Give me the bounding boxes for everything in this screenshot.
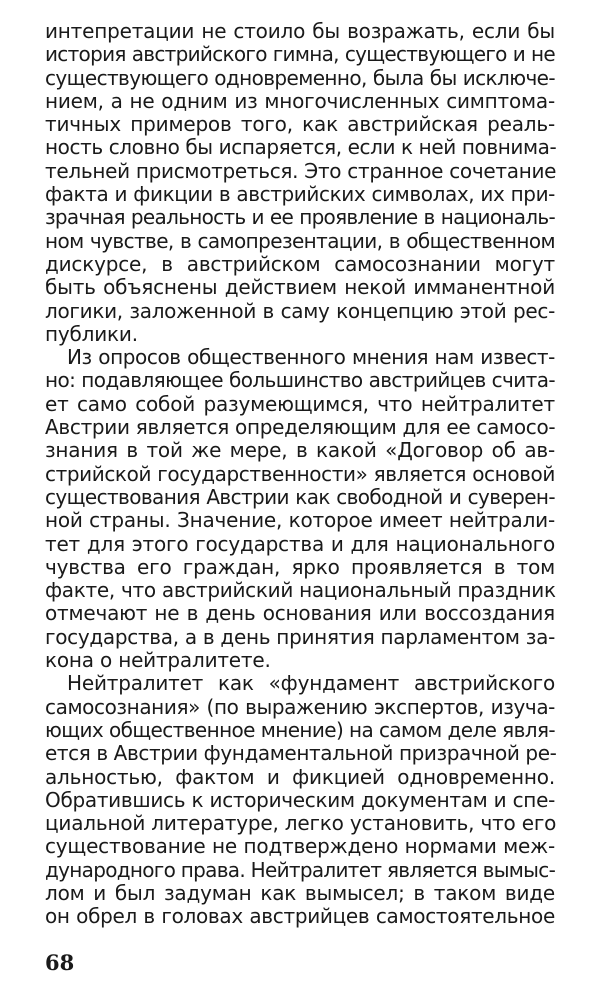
text-line: существующего одновременно, была бы исключе- <box>45 65 555 90</box>
text-line: факта и фикции в австрийских символах, их при- <box>45 182 555 207</box>
text-line: тичных примеров того, как австрийская реаль- <box>45 112 555 137</box>
text-line: Нейтралитет как «фундамент австрийского <box>67 671 555 696</box>
text-line: ность словно бы испаряется, если к ней повнима- <box>45 135 557 160</box>
text-line: дискурсе, в австрийском самосознании могут <box>45 251 555 276</box>
text-line: Обратившись к историческим документам и спе- <box>45 787 555 812</box>
text-line: быть объяснены действием некой имманентной <box>45 275 555 300</box>
text-line: чувства его граждан, ярко проявляется в том <box>45 554 555 579</box>
paragraph <box>45 672 555 928</box>
text-line: ной страны. Значение, которое имеет нейтрали- <box>45 508 555 533</box>
paragraph <box>45 20 555 346</box>
text-line: он обрел в головах австрийцев самостоятельное <box>45 904 555 929</box>
text-line: логики, заложенной в саму концепцию этой рес- <box>45 298 555 323</box>
text-line: ет само собой разумеющимся, что нейтралитет <box>45 391 555 416</box>
text-line: самосознания» (по выражению экспертов, изуча- <box>45 694 555 719</box>
text-line: кона о нейтралитете. <box>45 648 271 673</box>
text-line: тет для этого государства и для национального <box>45 531 555 556</box>
text-line: Австрии является определяющим для ее самосо- <box>45 415 556 440</box>
text-line: факте, что австрийский национальный праздник <box>45 578 556 603</box>
text-line: существования Австрии как свободной и суверен- <box>45 484 555 509</box>
text-line: публики. <box>45 321 138 346</box>
body-text <box>45 20 555 929</box>
text-line: циальной литературе, легко установить, что его <box>45 811 557 836</box>
text-line: тельней присмотреться. Это странное сочетание <box>45 158 557 183</box>
paragraph <box>45 346 555 672</box>
text-line: отмечают не в день основания или воссоздания <box>45 601 555 626</box>
text-line: государства, а в день принятия парламентом за- <box>45 624 555 649</box>
text-line: дународного права. Нейтралитет является вымыс- <box>45 857 556 882</box>
text-line: стрийской государственности» является основой <box>45 461 555 486</box>
text-line: существование не подтверждено нормами меж- <box>45 834 555 859</box>
page-number: 68 <box>45 950 75 975</box>
text-line: лом и был задуман как вымысел; в таком виде <box>45 880 555 905</box>
text-line: знания в той же мере, в какой «Договор об ав- <box>45 438 555 463</box>
text-line: интепретации не стоило бы возражать, если бы <box>45 19 555 43</box>
text-line: но: подавляющее большинство австрийцев счита- <box>45 368 555 393</box>
text-line: альностью, фактом и фикцией одновременно. <box>45 764 555 789</box>
text-line: нием, а не одним из многочисленных симптома- <box>45 88 555 113</box>
text-line: ется в Австрии фундаментальной призрачной ре- <box>45 741 557 766</box>
text-line: Из опросов общественного мнения нам извест- <box>67 345 555 370</box>
text-line: история австрийского гимна, существующего и не <box>45 42 555 67</box>
text-line: ном чувстве, в самопрезентации, в общественном <box>45 228 555 253</box>
text-line: ющих общественное мнение) на самом деле явля- <box>45 717 555 742</box>
text-line: зрачная реальность и ее проявление в националь- <box>45 205 555 230</box>
